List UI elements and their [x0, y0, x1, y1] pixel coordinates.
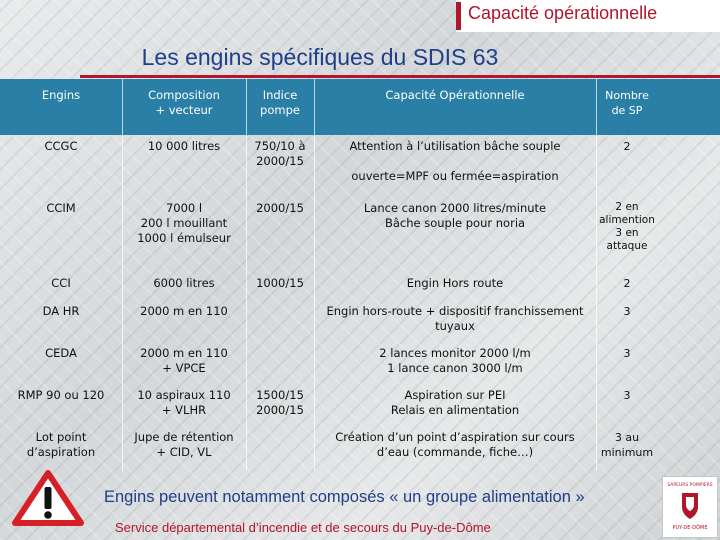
- cell-capacite: 2 lances monitor 2000 l/m 1 lance canon 3000 l/m: [379, 346, 531, 375]
- cell-composition: Jupe de rétention + CID, VL: [134, 430, 234, 459]
- cell-engin: CEDA: [45, 346, 77, 360]
- cell-capacite: Création d’un point d’aspiration sur cours d’eau (commande, fiche…): [335, 430, 575, 459]
- cell-nombre-sp: 3: [623, 305, 631, 318]
- cell-composition: 10 000 litres: [147, 139, 221, 153]
- column-divider: [314, 79, 315, 471]
- cell-engin: Lot point d’aspiration: [26, 430, 96, 459]
- cell-capacite: Engin Hors route: [406, 276, 504, 290]
- cell-nombre-sp: 2: [623, 140, 631, 153]
- sdis-logo: [662, 476, 718, 538]
- cell-engin: DA HR: [42, 304, 80, 318]
- column-divider: [122, 79, 123, 471]
- cell-nombre-sp: 3: [623, 347, 631, 360]
- cell-nombre-sp: 2: [623, 277, 631, 290]
- header-composition: Composition + vecteur: [148, 88, 220, 117]
- cell-indice: 2000/15: [256, 201, 304, 215]
- column-divider: [596, 79, 597, 471]
- cell-indice: 1000/15: [256, 276, 304, 290]
- cell-engin: CCGC: [44, 139, 78, 153]
- section-title: Capacité opérationnelle: [468, 3, 658, 23]
- important-note: Engins peuvent notamment composés « un groupe alimentation »: [104, 488, 585, 506]
- cell-nombre-sp: 2 en alimention 3 en attaque: [599, 201, 655, 252]
- slide-title: Les engins spécifiques du SDIS 63: [141, 44, 499, 70]
- title-divider: [80, 75, 720, 78]
- logo-bottom-text: PUY-DE-DÔME: [672, 525, 708, 531]
- column-divider: [246, 79, 247, 471]
- table-row: [0, 135, 720, 197]
- header-nombre-sp: Nombre de SP: [605, 89, 649, 117]
- header-bar: [456, 0, 720, 32]
- cell-indice: 750/10 à 2000/15: [254, 139, 306, 168]
- cell-composition: 2000 m en 110: [140, 304, 228, 318]
- engines-table: [0, 79, 720, 471]
- table-header-row: [0, 79, 720, 135]
- footer-org-name: Service départemental d’incendie et de secours du Puy-de-Dôme: [115, 520, 491, 535]
- cell-engin: RMP 90 ou 120: [17, 388, 105, 402]
- cell-capacite: Attention à l’utilisation bâche souple ouverte=MPF ou fermée=aspiration: [349, 139, 561, 183]
- header-engins: Engins: [41, 88, 81, 102]
- cell-nombre-sp: 3: [623, 389, 631, 402]
- table-row: [0, 300, 720, 342]
- cell-composition: 2000 m en 110 + VPCE: [140, 346, 228, 375]
- table-row: [0, 197, 720, 272]
- cell-indice: 1500/15 2000/15: [256, 388, 304, 417]
- header-capacite: Capacité Opérationnelle: [385, 88, 525, 102]
- logo-top-text: SAPEURS POMPIERS: [667, 483, 713, 488]
- cell-composition: 7000 l 200 l mouillant 1000 l émulseur: [137, 201, 231, 245]
- cell-capacite: Lance canon 2000 litres/minute Bâche souple pour noria: [363, 201, 547, 230]
- table-row: [0, 272, 720, 300]
- cell-capacite: Engin hors-route + dispositif franchissement tuyaux: [326, 304, 584, 333]
- warning-triangle-icon: [12, 470, 84, 526]
- cell-nombre-sp: 3 au minimum: [600, 431, 654, 459]
- table-row: [0, 426, 720, 471]
- cell-composition: 6000 litres: [153, 276, 215, 290]
- header-indice: Indice pompe: [260, 88, 300, 117]
- cell-engin: CCIM: [46, 201, 76, 215]
- header-accent-bar: [456, 2, 461, 30]
- table-row: [0, 384, 720, 426]
- cell-capacite: Aspiration sur PEI Relais en alimentation: [390, 388, 520, 417]
- table-row: [0, 342, 720, 384]
- cell-composition: 10 aspiraux 110 + VLHR: [137, 388, 231, 417]
- cell-engin: CCI: [51, 276, 71, 290]
